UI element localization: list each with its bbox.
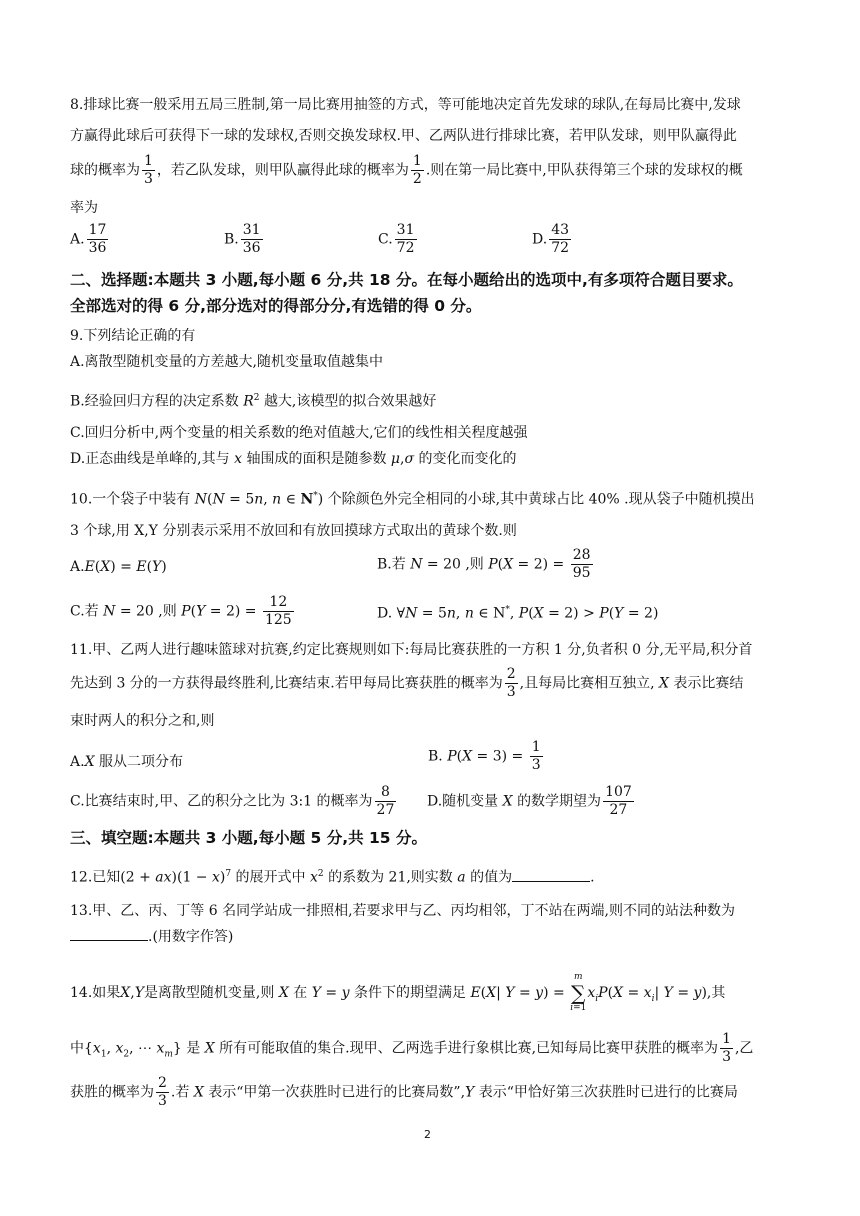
- fraction-1-2: $\frac{1}{2}$: [412, 153, 422, 187]
- q8-line4: 率为: [70, 200, 98, 216]
- q9-option-d: D.正态曲线是单峰的,其与 x 轴围成的面积是随参数 μ,σ 的变化而变化的: [70, 451, 517, 467]
- q10-line1: 10.一个袋子中装有 N(N = 5n, n ∈ N*) 个除颜色外完全相同的小球,其中黄球占比 40% .现从袋子中随机摸出: [70, 491, 755, 508]
- q8-line2: 方赢得此球后可获得下一球的发球权,否则交换发球权.甲、乙两队进行排球比赛，若甲队发球，则甲队赢得此: [70, 128, 737, 144]
- q11-line3: 束时两人的积分之和,则: [70, 713, 215, 729]
- q9-option-b: B.经验回归方程的决定系数 $R^2$ 越大,该模型的拟合效果越好: [70, 393, 437, 410]
- answer-blank-13[interactable]: [70, 928, 148, 941]
- q11-line1: 11.甲、乙两人进行趣味篮球对抗赛,约定比赛规则如下:每局比赛获胜的一方积 1 分,负者积 0 分,无平局,积分首: [70, 642, 753, 658]
- q8-option-b: B. $\frac{31}{36}$: [224, 222, 261, 256]
- page-number: 2: [424, 1128, 431, 1141]
- section2-heading-line1: 二、选择题:本题共 3 小题,每小题 6 分,共 18 分。在每小题给出的选项中,有多项符合题目要求。: [70, 271, 743, 289]
- q13-line1: 13.甲、乙、丙、丁等 6 名同学站成一排照相,若要求甲与乙、丙均相邻，丁不站在两端,则不同的站法种数为: [70, 903, 735, 919]
- q10-option-a: A.E(X) = E(Y): [70, 559, 167, 575]
- q8-line1: 8.排球比赛一般采用五局三胜制,第一局比赛用抽签的方式，等可能地决定首先发球的球队,在每局比赛中,发球: [70, 97, 741, 113]
- q14-line1: 14.如果X,Y是离散型随机变量,则 X 在 Y = y 条件下的期望满足 E(X| Y = y) = m ∑ i=1 $x_iP(X = x_i|$ Y = y),其: [70, 972, 726, 1013]
- q8-option-a: A. $\frac{17}{36}$: [70, 222, 107, 256]
- q14-line3: 获胜的概率为 $\frac{2}{3}$ .若 X 表示“甲第一次获胜时已进行的比赛局数”,Y 表示“甲恰好第三次获胜时已进行的比赛局: [70, 1075, 738, 1109]
- q10-option-b: B.若 N = 20 ,则 P(X = 2) = $\frac{28}{95}$: [377, 547, 591, 581]
- q10-line2: 3 个球,用 X,Y 分别表示采用不放回和有放回摸球方式取出的黄球个数.则: [70, 523, 517, 539]
- q8-line3: 球的概率为 $\frac{1}{3}$ ，若乙队发球，则甲队赢得此球的概率为 $\frac{1}{2}$ .则在第一局比赛中,甲队获得第三个球的发球权的概: [70, 153, 743, 187]
- q11-option-d: D.随机变量 X 的数学期望为 $\frac{107}{27}$: [427, 784, 632, 818]
- fraction-1-3: $\frac{1}{3}$: [144, 153, 153, 187]
- q11-option-a: A.X 服从二项分布: [70, 754, 183, 770]
- q11-option-c: C.比赛结束时,甲、乙的积分之比为 3:1 的概率为 $\frac{8}{27}$: [70, 784, 395, 818]
- q13-line2: .(用数字作答): [70, 928, 233, 946]
- summation-symbol: m ∑ i=1: [570, 972, 587, 1013]
- q10-option-d: D. ∀N = 5n, n ∈ N*, P(X = 2) > P(Y = 2): [377, 605, 659, 622]
- q11-option-b: B. P(X = 3) = $\frac{1}{3}$: [428, 739, 541, 773]
- q9-option-c: C.回归分析中,两个变量的相关系数的绝对值越大,它们的线性相关程度越强: [70, 425, 528, 441]
- q9-option-a: A.离散型随机变量的方差越大,随机变量取值越集中: [70, 354, 384, 370]
- q10-option-c: C.若 N = 20 ,则 P(Y = 2) = $\frac{12}{125}$: [70, 594, 292, 628]
- q8-option-c: C. $\frac{31}{72}$: [378, 222, 415, 256]
- q11-line2: 先达到 3 分的一方获得最终胜利,比赛结束.若甲每局比赛获胜的概率为 $\frac{2}{3}$ ,且每局比赛相互独立, X 表示比赛结: [70, 666, 744, 700]
- answer-blank-12[interactable]: [512, 869, 590, 882]
- section3-heading: 三、填空题:本题共 3 小题,每小题 5 分,共 15 分。: [70, 829, 427, 847]
- q8-option-d: D. $\frac{43}{72}$: [532, 222, 570, 256]
- q12-line: 12.已知$(2 + ax)(1 - x)^7$ 的展开式中 $x^2$ 的系数为 21,则实数 a 的值为 .: [70, 869, 595, 886]
- q9-stem: 9.下列结论正确的有: [70, 328, 196, 344]
- q14-line2: 中{$x_1$, $x_2$, ⋯ $x_m$} 是 X 所有可能取值的集合.现甲、乙两选手进行象棋比赛,已知每局比赛甲获胜的概率为 $\frac{1}{3}$ ,乙: [70, 1031, 754, 1065]
- section2-heading-line2: 全部选对的得 6 分,部分选对的得部分分,有选错的得 0 分。: [70, 297, 482, 315]
